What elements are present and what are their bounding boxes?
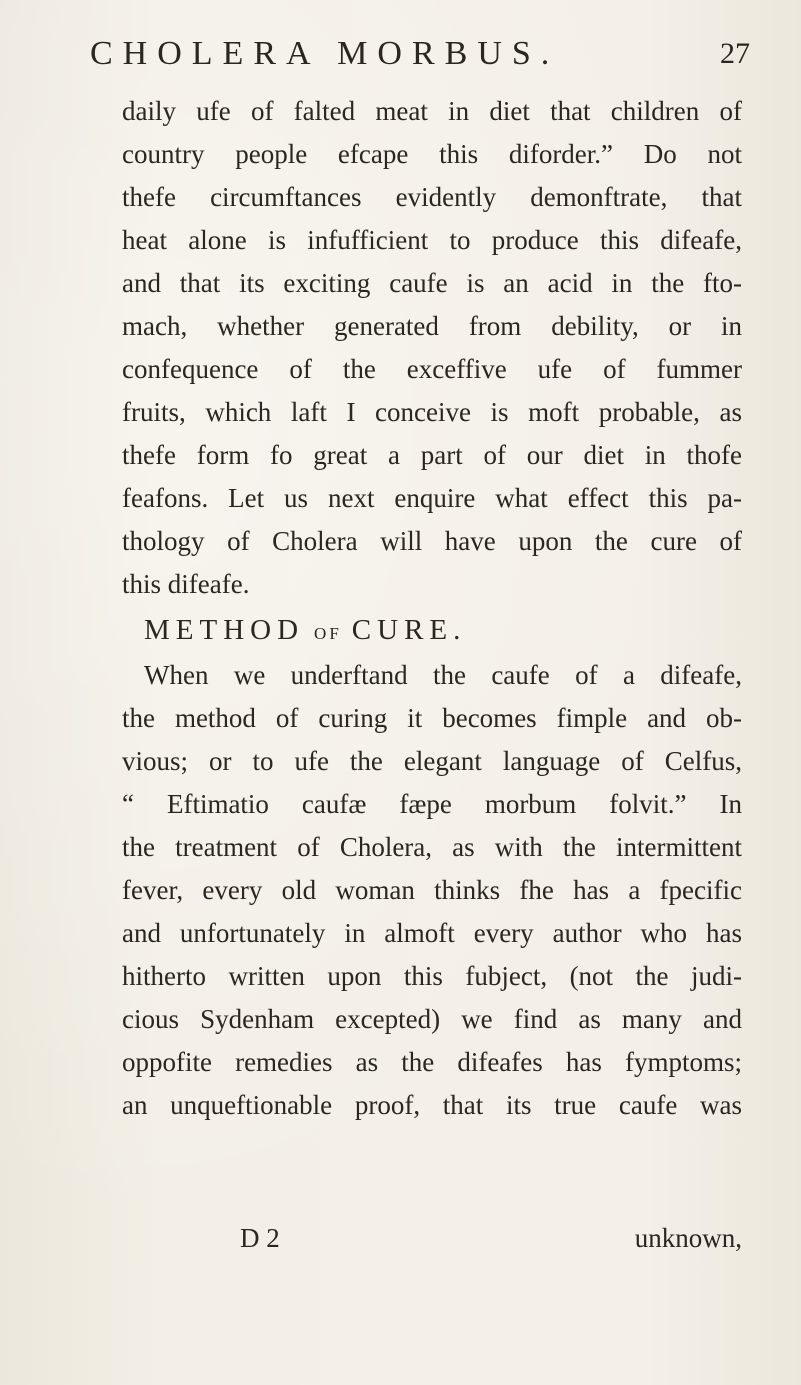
text-line: and unfortunately in almoft every author who has xyxy=(122,918,742,948)
text-line: and that its exciting caufe is an acid in the fto- xyxy=(122,268,742,298)
text-line: an unqueftionable proof, that its true caufe was xyxy=(122,1090,742,1120)
page-header xyxy=(90,32,750,76)
heading-cure: CURE. xyxy=(351,614,467,646)
text-line: country people efcape this diforder.” Do not xyxy=(122,139,742,169)
section-heading xyxy=(122,606,742,654)
text-line: “ Eftimatio caufæ fæpe morbum folvit.” In xyxy=(122,789,742,819)
text-line: fever, every old woman thinks fhe has a fpecific xyxy=(122,875,742,905)
text-line: fruits, which laft I conceive is moft probable, as xyxy=(122,397,742,427)
text-line: the treatment of Cholera, as with the intermittent xyxy=(122,832,742,862)
text-line: mach, whether generated from debility, or in xyxy=(122,311,742,341)
text-line: daily ufe of falted meat in diet that children of xyxy=(122,96,742,126)
text-line: cious Sydenham excepted) we find as many and xyxy=(122,1004,742,1034)
text-line: feafons. Let us next enquire what effect this pa- xyxy=(122,483,742,513)
signature-mark: D 2 xyxy=(240,1223,280,1253)
running-title: CHOLERA MORBUS. xyxy=(90,35,560,72)
catchword: unknown, xyxy=(634,1223,742,1253)
page-footer xyxy=(122,1218,742,1258)
text-line: thology of Cholera will have upon the cure of xyxy=(122,526,742,556)
page-number: 27 xyxy=(720,37,750,70)
text-line: vious; or to ufe the elegant language of Celfus, xyxy=(122,746,742,776)
body-text xyxy=(122,90,742,1127)
heading-method: METHOD xyxy=(144,614,305,646)
text-line: thefe circumftances evidently demonftrate, that xyxy=(122,182,742,212)
text-line: confequence of the exceffive ufe of fummer xyxy=(122,354,742,384)
text-line: When we underftand the caufe of a difeafe, xyxy=(144,660,742,690)
text-line: oppofite remedies as the difeafes has fymptoms; xyxy=(122,1047,742,1077)
heading-of: OF xyxy=(314,624,342,643)
text-line: this difeafe. xyxy=(122,569,250,599)
text-line: hitherto written upon this fubject, (not the judi- xyxy=(122,961,742,991)
text-line: thefe form fo great a part of our diet in thofe xyxy=(122,440,742,470)
text-line: the method of curing it becomes fimple and ob- xyxy=(122,703,742,733)
text-line: heat alone is infufficient to produce this difeafe, xyxy=(122,225,742,255)
